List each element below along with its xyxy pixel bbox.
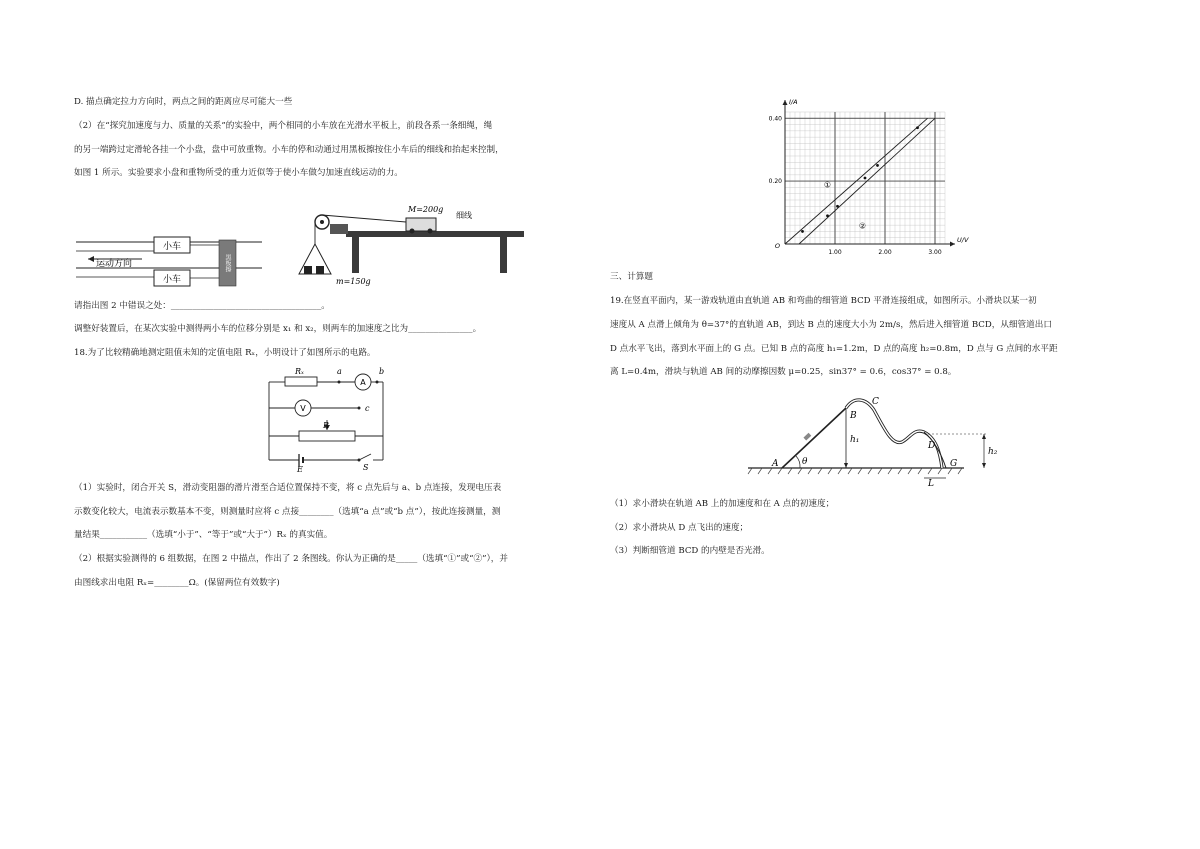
direction-label: 运动方向 xyxy=(95,259,133,269)
point-a-label: A xyxy=(772,459,779,469)
data-point xyxy=(836,205,839,208)
q18-1-line3: 量结果___________（选填“小于”、“等于”或“大于”）Rₓ 的真实值。 xyxy=(74,530,333,540)
slider-block xyxy=(803,433,811,441)
e-label: E xyxy=(297,465,303,472)
pulley-axle xyxy=(320,220,324,224)
b-label: b xyxy=(379,367,385,376)
table-leg xyxy=(352,237,359,273)
data-point xyxy=(916,126,919,129)
point-g-label: G xyxy=(950,459,958,469)
switch-pivot xyxy=(358,459,361,462)
resistor-rx xyxy=(285,377,317,386)
rx-label: Rₓ xyxy=(295,367,304,376)
figure-circuit xyxy=(259,364,409,472)
h2-arrow-up-icon xyxy=(982,434,986,439)
pan-triangle xyxy=(299,244,331,274)
series-label: ① xyxy=(823,180,832,190)
q19-2: （2）求小滑块从 D 点飞出的速度； xyxy=(610,523,749,533)
track-ab xyxy=(782,408,846,468)
q19-line3: D 点水平飞出，落到水平面上的 G 点。已知 B 点的高度 h₁=1.2m，D 点的高度 h₂=0.8m，D 点与 G 点间的水平距 xyxy=(610,344,1058,354)
string-label: 细线 xyxy=(456,211,472,220)
q18-intro: 18.为了比较精确地测定阻值未知的定值电阻 Rₓ，小明设计了如图所示的电路。 xyxy=(74,348,376,358)
table-leg xyxy=(500,237,507,273)
eraser-label: 黑板擦 xyxy=(224,254,231,272)
ammeter-label: A xyxy=(360,378,366,387)
y-axis-label: I/A xyxy=(789,98,798,106)
node-a xyxy=(338,381,341,384)
y-tick-label: 0.40 xyxy=(768,115,782,123)
weight-block xyxy=(316,266,324,274)
section-3-title: 三、计算题 xyxy=(610,272,653,282)
q18-2-line1: （2）根据实验测得的 6 组数据，在图 2 中描点，作出了 2 条图线。你认为正确的是_____（选填“①”或“②”），并 xyxy=(74,554,508,564)
q19-line4: 离 L=0.4m，滑块与轨道 AB 间的动摩擦因数 μ=0.25，sin37° = 0.6，cos37° = 0.8。 xyxy=(610,367,957,377)
data-point xyxy=(801,230,804,233)
table-top xyxy=(346,231,524,237)
q17-2-line3: 如图 1 所示。实验要求小盘和重物所受的重力近似等于使小车做匀加速直线运动的力。 xyxy=(74,168,403,178)
q19-3: （3）判断细管道 BCD 的内壁是否光滑。 xyxy=(610,546,770,556)
origin-label: O xyxy=(774,242,780,250)
q17-ratio: 调整好装置后，在某次实验中测得两小车的位移分别是 x₁ 和 x₂，则两车的加速度之比为_______________。 xyxy=(74,324,482,334)
arrow-head-icon xyxy=(88,256,94,262)
q18-2-line2: 由图线求出电阻 Rₓ=________Ω。(保留两位有效数字) xyxy=(74,578,280,588)
string-line xyxy=(322,215,406,222)
q17-2-line1: （2）在“探究加速度与力、质量的关系”的实验中，两个相同的小车放在光滑水平板上，前段各系一条细绳，绳 xyxy=(74,121,493,131)
q19-line1: 19.在竖直平面内，某一游戏轨道由直轨道 AB 和弯曲的细管道 BCD 平滑连接组成，如图所示。小滑块以某一初 xyxy=(610,296,1037,306)
chart-axes xyxy=(783,100,956,247)
option-d: D. 描点确定拉力方向时，两点之间的距离应尽可能大一些 xyxy=(74,97,293,107)
x-axis-label: U/V xyxy=(957,236,969,244)
rheostat-r xyxy=(299,431,355,441)
theta-label: θ xyxy=(802,457,808,467)
c-label: c xyxy=(365,404,370,413)
q17-error: 请指出图 2 中错误之处：___________________________________。 xyxy=(74,301,330,311)
switch-lever xyxy=(359,454,371,460)
h1-label: h₁ xyxy=(850,435,860,445)
q19-line2: 速度从 A 点滑上倾角为 θ=37°的直轨道 AB，到达 B 点的速度大小为 2m/s，然后进入细管道 BCD，从细管道出口 xyxy=(610,320,1052,330)
mass-cart-label: M=200g xyxy=(408,205,444,214)
figure-iu-chart xyxy=(755,92,970,262)
data-point xyxy=(876,164,879,167)
figure-track xyxy=(742,392,1012,490)
weight-block xyxy=(304,266,312,274)
data-point xyxy=(826,214,829,217)
x-tick-label: 1.00 xyxy=(828,249,842,256)
s-label: S xyxy=(363,463,369,472)
q18-1-line1: （1）实验时，闭合开关 S，滑动变阻器的滑片滑至合适位置保持不变，将 c 点先后与 a、b 点连接，发现电压表 xyxy=(74,483,502,493)
point-b-label: B xyxy=(850,411,857,421)
q17-2-line2: 的另一端跨过定滑轮各挂一个小盘，盘中可放重物。小车的停和动通过用黑板擦按住小车后的细线和抬起来控制， xyxy=(74,145,504,155)
cart-top-label: 小车 xyxy=(162,242,182,252)
q18-1-line2: 示数变化较大，电流表示数基本不变，则测量时应将 c 点接________（选填“a 点”或“b 点”），按此连接测量，测 xyxy=(74,507,501,517)
series-label: ② xyxy=(858,221,867,231)
x-axis-arrow-icon xyxy=(950,242,955,247)
q19-1: （1）求小滑块在轨道 AB 上的加速度和在 A 点的初速度； xyxy=(610,499,835,509)
l-label: L xyxy=(928,479,934,489)
r-label: R xyxy=(323,421,330,430)
cart-wheel xyxy=(428,229,433,234)
pulley-clamp xyxy=(330,224,348,234)
theta-arc xyxy=(796,456,800,468)
a-label: a xyxy=(337,367,342,376)
x-tick-label: 3.00 xyxy=(928,249,942,256)
h1-arrow-icon xyxy=(844,463,848,468)
point-d-label: D xyxy=(928,441,936,451)
y-axis-arrow-icon xyxy=(783,100,788,105)
h2-arrow-down-icon xyxy=(982,463,986,468)
cart-bottom-label: 小车 xyxy=(162,275,182,285)
voltmeter-label: V xyxy=(300,404,306,413)
point-c-label: C xyxy=(872,397,879,407)
node-c xyxy=(358,407,361,410)
y-tick-label: 0.20 xyxy=(768,178,782,186)
h2-label: h₂ xyxy=(988,447,998,457)
cart-wheel xyxy=(410,229,415,234)
x-tick-label: 2.00 xyxy=(878,249,892,256)
tube-bcd-inner xyxy=(846,400,942,468)
ground-hatch xyxy=(748,468,962,474)
node-b xyxy=(376,381,379,384)
mass-pan-label: m=150g xyxy=(336,277,371,286)
data-point xyxy=(864,177,867,180)
figure-carts xyxy=(74,196,534,292)
